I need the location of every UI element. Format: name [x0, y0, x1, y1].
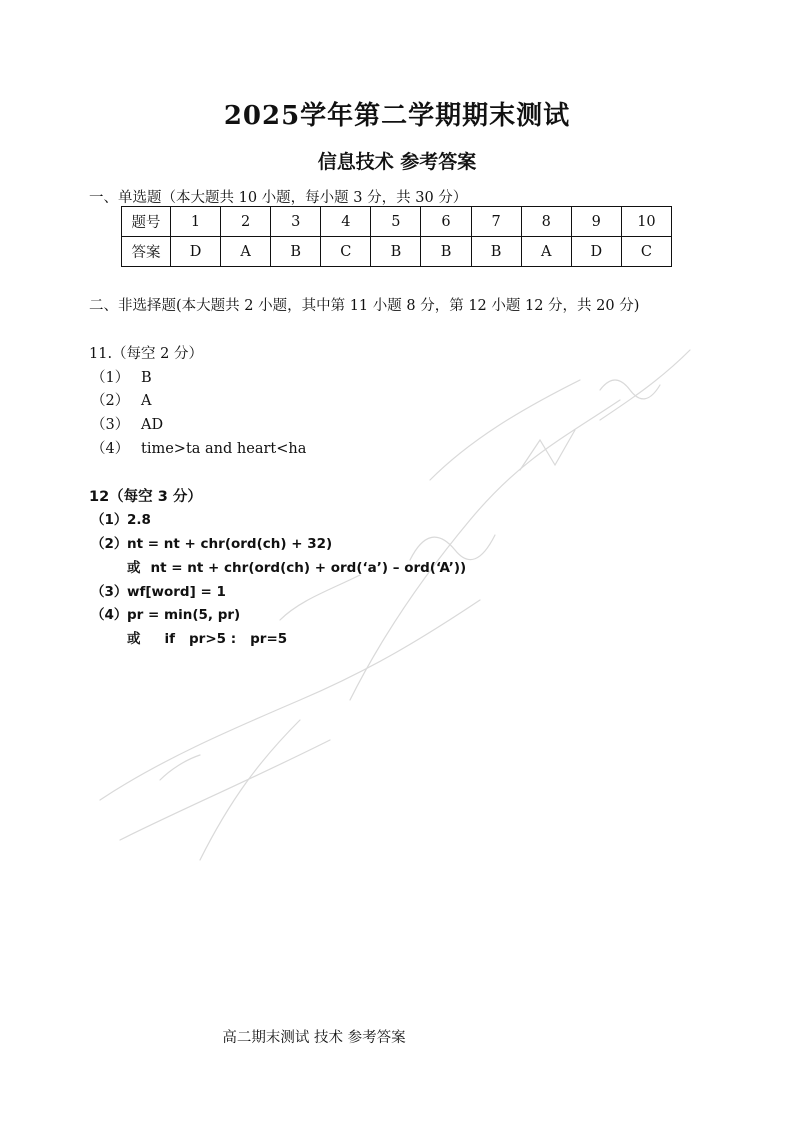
question-number-cell: 2	[221, 207, 271, 237]
answer-text: B	[141, 370, 152, 386]
q12-answer-4	[91, 603, 240, 623]
answer-cell: B	[471, 237, 521, 267]
answer-table	[121, 206, 672, 267]
item-number: （1）	[91, 370, 130, 386]
answer-text: 2.8	[127, 512, 151, 528]
q12-answer-2	[91, 532, 332, 552]
answer-cell: C	[621, 237, 671, 267]
answer-text: nt = nt + chr(ord(ch) + ord(‘a’) – ord(‘A’))	[150, 560, 467, 576]
answer-text: A	[141, 393, 152, 409]
question-number-cell: 5	[371, 207, 421, 237]
answer-cell: C	[321, 237, 371, 267]
answer-cell: B	[271, 237, 321, 267]
answer-text: wf[word] = 1	[127, 584, 226, 600]
q11-answer-4	[91, 437, 306, 458]
item-number: （4）	[91, 607, 128, 623]
answer-cell: D	[171, 237, 221, 267]
item-number: （3）	[91, 584, 128, 600]
item-number: （2）	[91, 393, 130, 409]
question-number-cell: 3	[271, 207, 321, 237]
q12-answer-4-alternative	[127, 627, 287, 647]
keyword-if: if	[164, 631, 176, 647]
question-number-cell: 4	[321, 207, 371, 237]
answer-text: nt = nt + chr(ord(ch) + 32)	[127, 536, 333, 552]
answer-cell: B	[421, 237, 471, 267]
q12-answer-3	[91, 580, 226, 600]
answer-cell: A	[521, 237, 571, 267]
q12-heading-text: 12（每空 3 分）	[89, 489, 202, 505]
row-label-answer: 答案	[122, 237, 171, 267]
answer-cell: B	[371, 237, 421, 267]
condition-text: pr>5 :	[189, 631, 237, 647]
q12-heading	[89, 485, 202, 506]
answer-cell: A	[221, 237, 271, 267]
answer-cell: D	[571, 237, 621, 267]
item-number: （1）	[91, 512, 128, 528]
page-subtitle: 信息技术 参考答案	[317, 151, 477, 173]
section1-heading: 一、单选题（本大题共 10 小题，每小题 3 分，共 30 分）	[89, 190, 468, 206]
section2-heading: 二、非选择题(本大题共 2 小题，其中第 11 小题 8 分，第 12 小题 12 分，共 20 分)	[89, 298, 640, 314]
q11-answer-2	[91, 389, 151, 410]
question-number-cell: 7	[471, 207, 521, 237]
q12-answer-1	[91, 508, 151, 528]
or-word: 或	[127, 560, 141, 576]
q11-answer-1	[91, 366, 152, 387]
question-number-cell: 10	[621, 207, 671, 237]
q11-answer-3	[91, 413, 163, 434]
question-number-cell: 6	[421, 207, 471, 237]
answer-text: pr = min(5, pr)	[127, 607, 241, 623]
answer-text: time>ta and heart<ha	[141, 441, 307, 457]
q11-heading: 11.（每空 2 分）	[89, 346, 204, 362]
page-footer: 高二期末测试 技术 参考答案	[222, 1030, 406, 1046]
question-number-cell: 9	[571, 207, 621, 237]
statement-text: pr=5	[250, 631, 288, 647]
question-number-cell: 8	[521, 207, 571, 237]
q12-answer-2-alternative	[127, 556, 466, 576]
row-label-question: 题号	[122, 207, 171, 237]
table-row-questions	[122, 207, 672, 237]
table-row-answers	[122, 237, 672, 267]
question-number-cell: 1	[171, 207, 221, 237]
item-number: （3）	[91, 417, 130, 433]
or-word: 或	[127, 631, 141, 647]
answer-text: AD	[141, 417, 164, 433]
page-title: 2025学年第二学期期末测试	[223, 101, 571, 131]
item-number: （2）	[91, 536, 128, 552]
item-number: （4）	[91, 441, 130, 457]
